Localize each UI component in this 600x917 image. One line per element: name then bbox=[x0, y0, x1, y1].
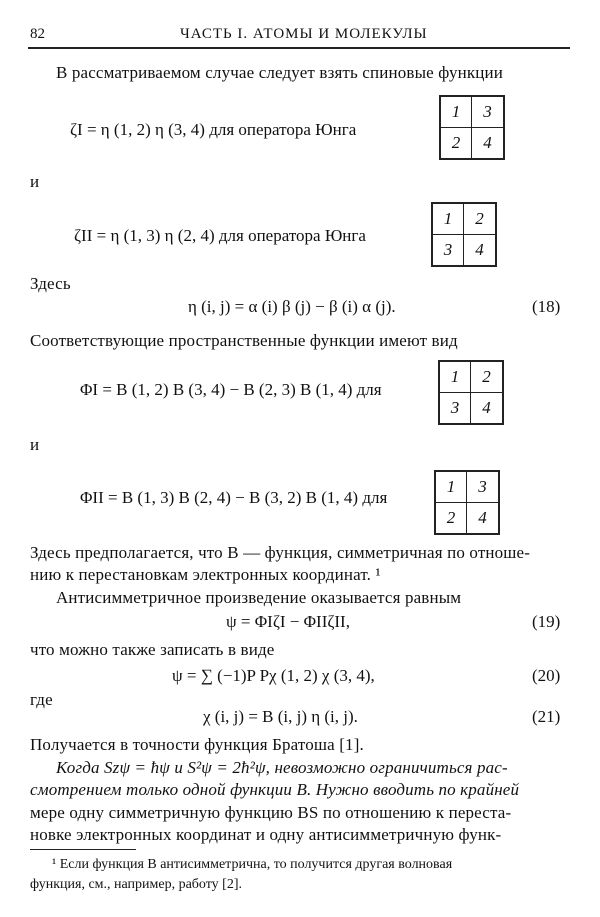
text-line: Антисимметричное произведение оказывается равным bbox=[56, 588, 462, 607]
text-line: новке электронных координат и одну антисимметричную функ- bbox=[30, 825, 502, 844]
equation-19: ψ = ΦIζI − ΦIIζII, bbox=[226, 612, 350, 631]
footnote-line: ¹ Если функция B антисимметрична, то получится другая волновая bbox=[52, 857, 453, 872]
text-line: Здесь предполагается, что B — функция, симметричная по отноше- bbox=[30, 543, 531, 562]
text-line: В рассматриваемом случае следует взять спиновые функции bbox=[56, 63, 504, 82]
equation-18: η (i, j) = α (i) β (j) − β (i) α (j). bbox=[188, 297, 396, 316]
page-number: 82 bbox=[30, 26, 45, 42]
equation-phi-1: ΦI = B (1, 2) B (3, 4) − B (2, 3) B (1, 4) для bbox=[80, 380, 382, 399]
tableau-cell: 1 bbox=[440, 362, 471, 393]
text-line: мере одну симметричную функцию BS по отношению к переста- bbox=[30, 803, 512, 822]
conjunction: и bbox=[30, 435, 40, 454]
text-line: что можно также записать в виде bbox=[30, 640, 275, 659]
text-line: Когда Szψ = ħψ и S²ψ = 2ħ²ψ, невозможно ограничиться рас- bbox=[56, 758, 508, 777]
young-tableau-1 bbox=[439, 95, 505, 160]
tableau-cell: 4 bbox=[475, 239, 484, 259]
young-tableau-4 bbox=[434, 470, 500, 535]
equation-number: (18) bbox=[532, 297, 561, 316]
tableau-cell: 3 bbox=[467, 472, 498, 503]
text-line: Соответствующие пространственные функции имеют вид bbox=[30, 331, 458, 350]
footnote-line: функция, см., например, работу [2]. bbox=[30, 877, 243, 892]
text-line: Получается в точности функция Братоша [1]. bbox=[30, 735, 364, 754]
tableau-cell: 1 bbox=[436, 472, 467, 503]
text-line: смотрением только одной функции B. Нужно вводить по крайней bbox=[30, 780, 520, 799]
tableau-cell: 3 bbox=[433, 235, 464, 266]
young-tableau-3 bbox=[438, 360, 504, 425]
tableau-cell: 4 bbox=[483, 132, 492, 152]
footnote-rule bbox=[30, 849, 136, 850]
conjunction: и bbox=[30, 172, 40, 191]
tableau-cell: 2 bbox=[436, 503, 467, 534]
tableau-cell: 4 bbox=[482, 397, 491, 417]
tableau-cell: 2 bbox=[464, 204, 495, 235]
tableau-cell: 3 bbox=[440, 393, 471, 424]
equation-phi-2: ΦII = B (1, 3) B (2, 4) − B (3, 2) B (1, 4) для bbox=[80, 488, 388, 507]
tableau-cell: 1 bbox=[433, 204, 464, 235]
header-rule bbox=[28, 47, 570, 49]
tableau-cell: 2 bbox=[471, 362, 502, 393]
equation-zeta-2: ζII = η (1, 3) η (2, 4) для оператора Юнга bbox=[74, 226, 366, 245]
equation-number: (19) bbox=[532, 612, 561, 631]
tableau-cell: 3 bbox=[472, 97, 503, 128]
text-line: нию к перестановкам электронных координат. ¹ bbox=[30, 565, 381, 584]
young-tableau-2 bbox=[431, 202, 497, 267]
text-line: где bbox=[30, 690, 53, 709]
tableau-cell: 1 bbox=[441, 97, 472, 128]
equation-number: (21) bbox=[532, 707, 561, 726]
running-title: ЧАСТЬ I. АТОМЫ И МОЛЕКУЛЫ bbox=[180, 26, 428, 42]
equation-number: (20) bbox=[532, 666, 561, 685]
tableau-cell: 2 bbox=[441, 128, 472, 159]
text-line: Здесь bbox=[30, 274, 71, 293]
equation-zeta-1: ζI = η (1, 2) η (3, 4) для оператора Юнга bbox=[70, 120, 357, 139]
tableau-cell: 4 bbox=[478, 507, 487, 527]
equation-20: ψ = ∑ (−1)P Pχ (1, 2) χ (3, 4), bbox=[172, 666, 375, 685]
equation-21: χ (i, j) = B (i, j) η (i, j). bbox=[203, 707, 358, 726]
